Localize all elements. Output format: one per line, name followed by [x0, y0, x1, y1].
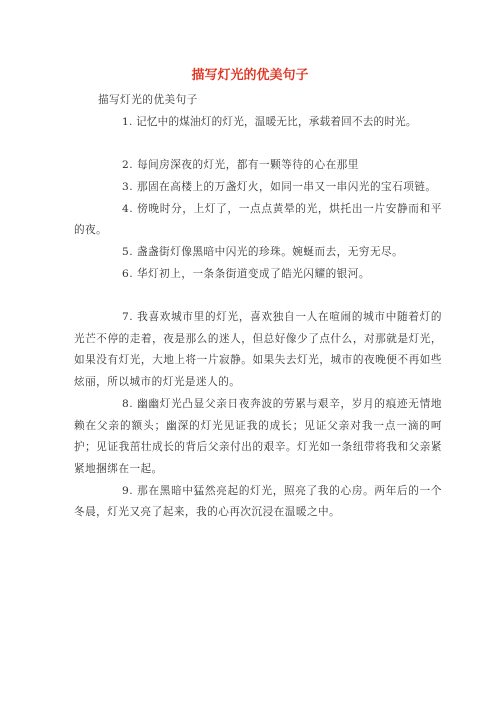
- document-subtitle: 描写灯光的优美句子: [98, 94, 198, 106]
- paragraph-6: 6. 华灯初上，一条条街道变成了皓光闪耀的银河。: [122, 267, 370, 280]
- document-body: [74, 90, 442, 524]
- paragraph-3: 3. 那固在高楼上的万盏灯火，如同一串又一串闪光的宝石项链。: [122, 180, 437, 193]
- document-title: 描写灯光的优美句子: [191, 68, 309, 83]
- paragraph-7: 7. 我喜欢城市里的灯光，喜欢独自一人在喧闹的城市中随着灯的光芒不停的走着，夜是那么的迷人，但总好像少了点什么，对那就是灯光，如果没有灯光，大地上将一片寂静。如果失去灯光，城市的夜晚便不再如些炫丽，所以城市的灯光是迷人的。: [74, 311, 442, 389]
- paragraph-5: 5. 盏盏街灯像黑暗中闪光的珍珠。婉蜒而去，无穷无尽。: [122, 245, 404, 258]
- paragraph-9: 9. 那在黑暗中猛然亮起的灯光，照亮了我的心房。两年后的一个冬晨，灯光又亮了起来，我的心再次沉浸在温暖之中。: [74, 484, 442, 519]
- paragraph-2: 2. 每间房深夜的灯光，都有一颗等待的心在那里: [122, 159, 359, 172]
- paragraph-gap: [74, 133, 442, 155]
- paragraph-1: 1. 记忆中的煤油灯的灯光，温暖无比，承载着回不去的时光。: [122, 115, 417, 128]
- paragraph-4: 4. 傍晚时分，上灯了，一点点黄晕的光，烘托出一片安静而和平的夜。: [74, 202, 442, 237]
- paragraph-8: 8. 幽幽灯光凸显父亲日夜奔波的劳累与艰辛，岁月的痕迹无情地赖在父亲的额头；幽深的灯光见证我的成长；见证父亲对我一点一滴的呵护；见证我茁壮成长的背后父亲付出的艰辛。灯光如一条纽带将我和父亲紧紧地捆绑在一起。: [74, 397, 442, 475]
- paragraph-gap: [74, 285, 442, 307]
